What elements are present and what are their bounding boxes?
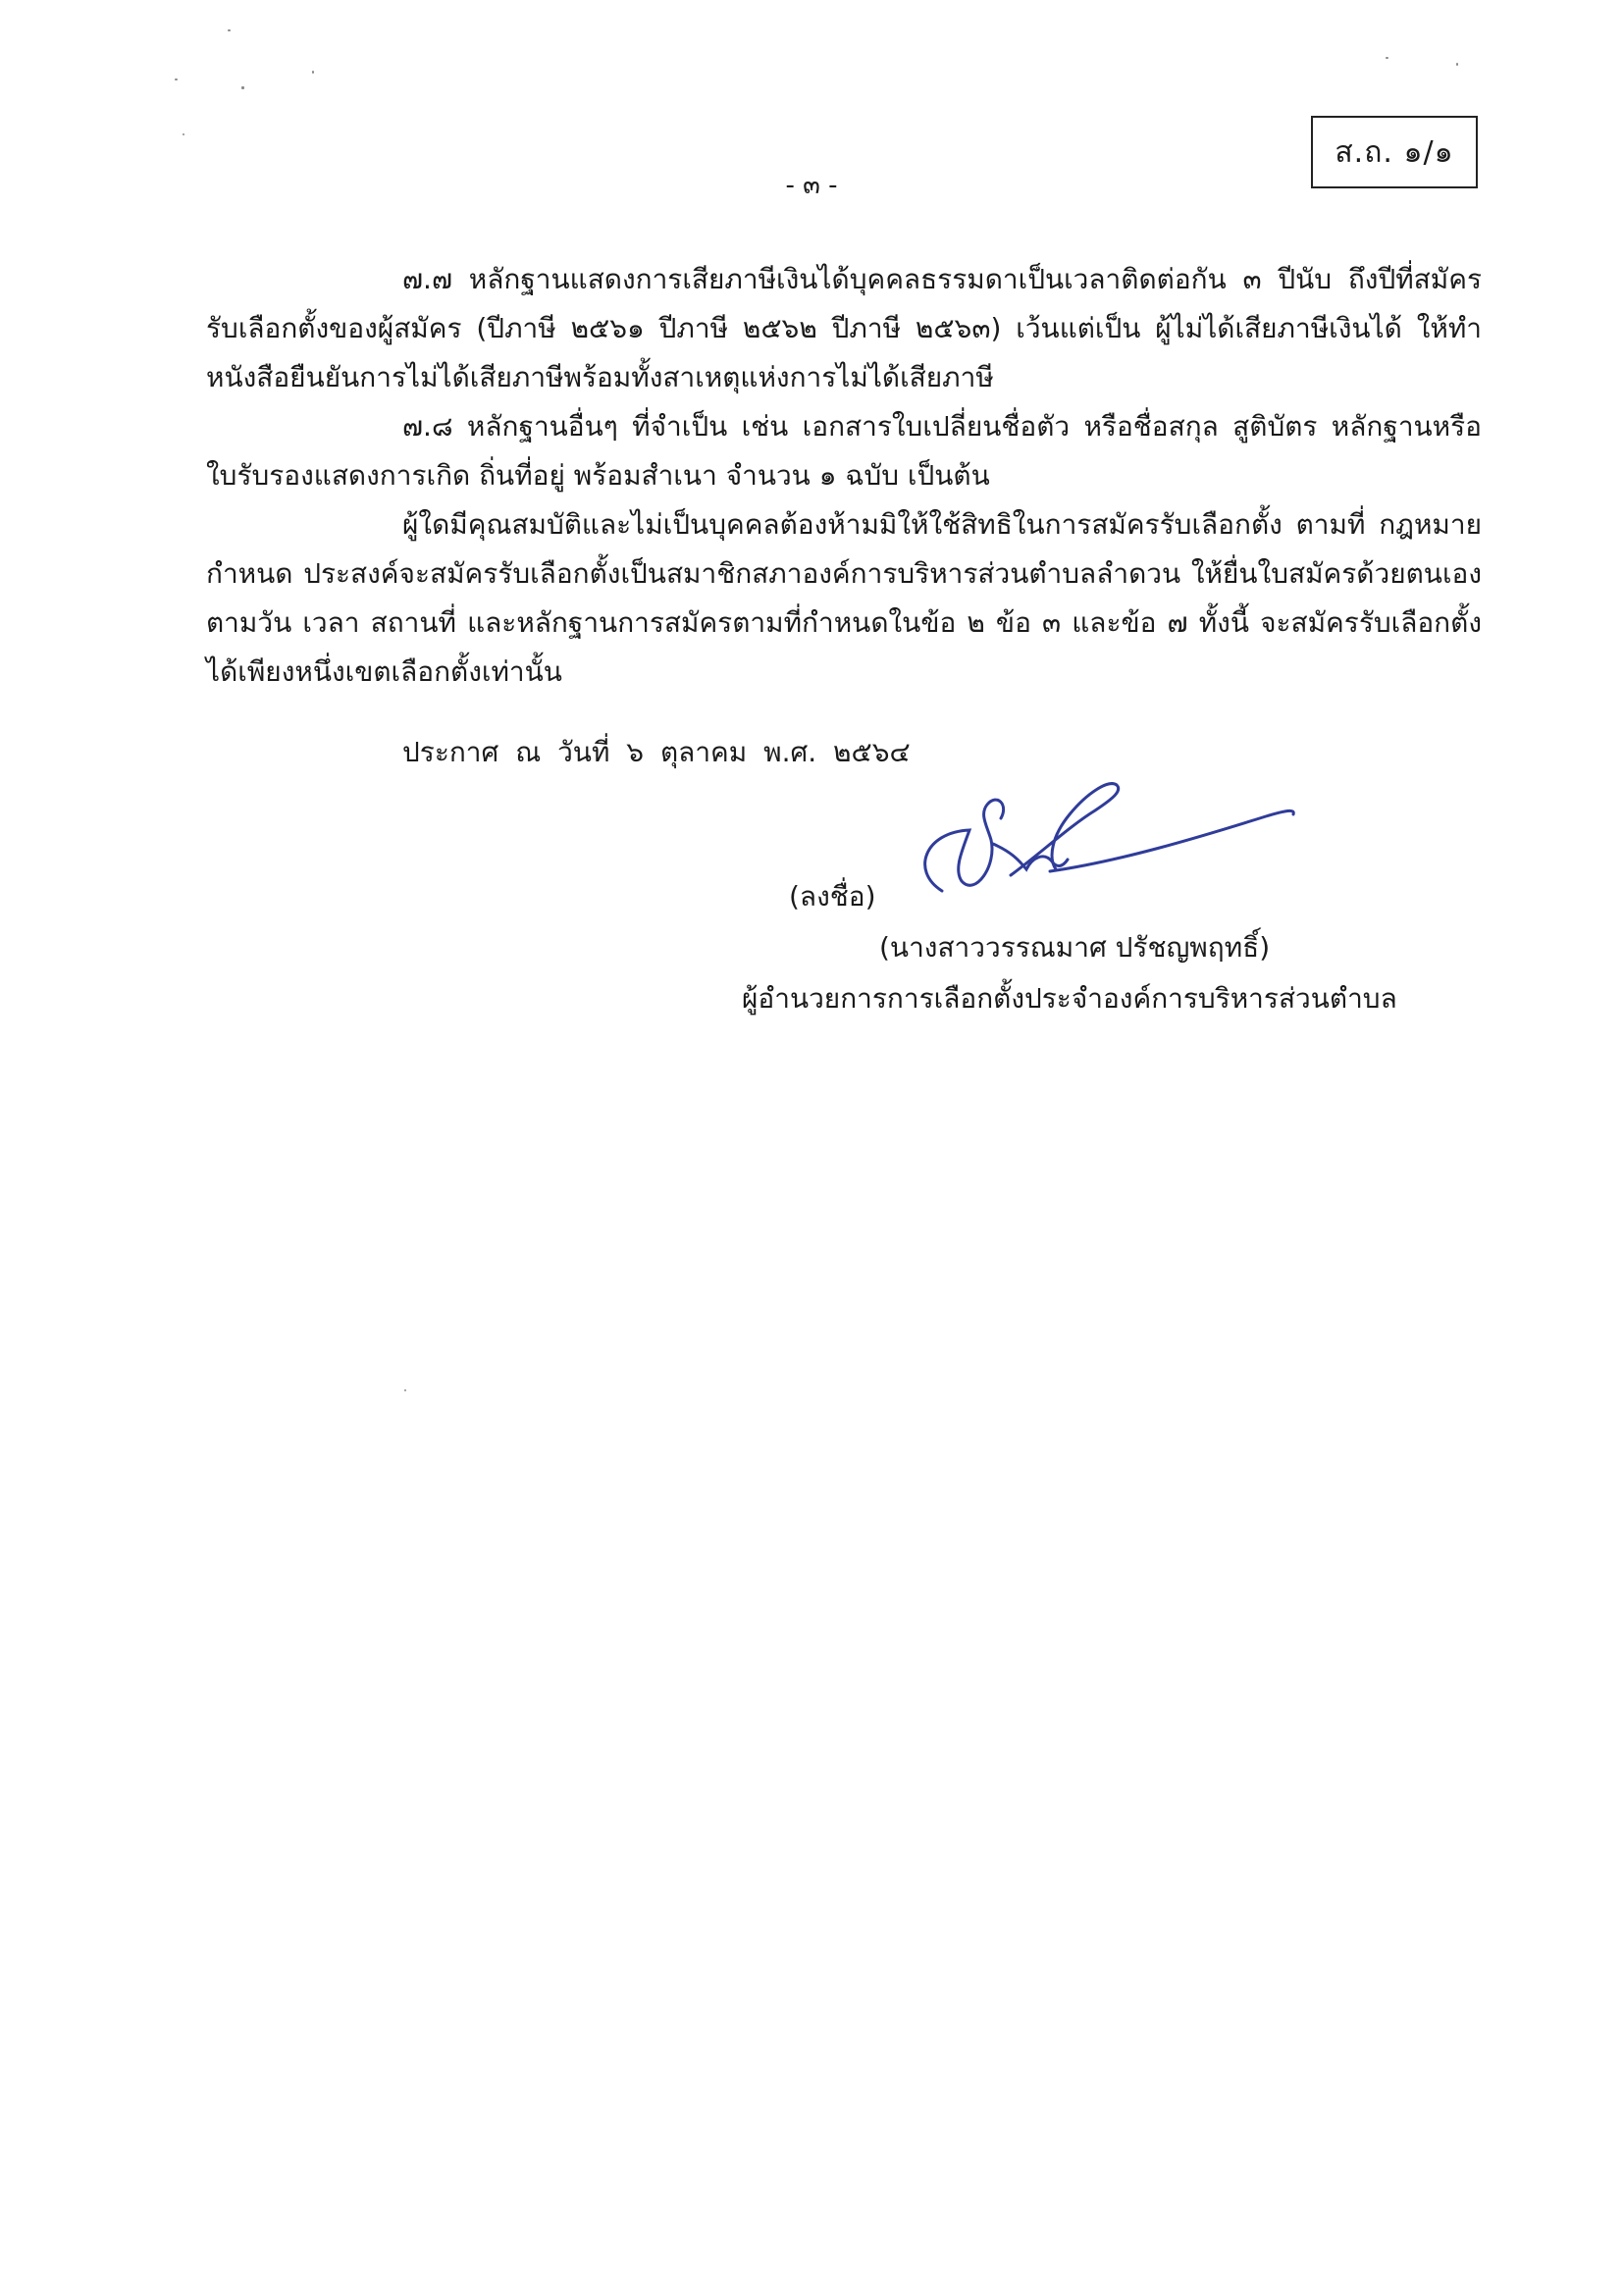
- scan-speck: [1456, 63, 1458, 66]
- paragraph-eligibility: ผู้ใดมีคุณสมบัติและไม่เป็นบุคคลต้องห้ามมิให้ใช้สิทธิในการสมัครรับเลือกตั้ง ตามที่ กฎหมายกำหนด ประสงค์จะสมัครรับเลือกตั้งเป็นสมาชิกสภาองค์การบริหารส่วนตำบลลำดวน ให้ยื่นใบสมัครด้วยตนเองตามวัน เวลา สถานที่ และหลักฐานการสมัครตามที่กำหนดในข้อ ๒ ข้อ ๓ และข้อ ๗ ทั้งนี้ จะสมัครรับเลือกตั้งได้เพียงหนึ่งเขตเลือกตั้งเท่านั้น: [206, 508, 1482, 688]
- scan-speck: [241, 86, 244, 89]
- handwritten-signature: [903, 775, 1315, 942]
- scan-speck: [175, 78, 178, 80]
- paragraph-7-8: ๗.๘ หลักฐานอื่นๆ ที่จำเป็น เช่น เอกสารใบเปลี่ยนชื่อตัว หรือชื่อสกุล สูติบัตร หลักฐานหรือใบรับรองแสดงการเกิด ถิ่นที่อยู่ พร้อมสำเนา จำนวน ๑ ฉบับ เป็นต้น: [206, 410, 1482, 492]
- scan-speck: [183, 133, 184, 135]
- form-code-text: ส.ถ. ๑/๑: [1335, 134, 1454, 170]
- paragraph-7-7: ๗.๗ หลักฐานแสดงการเสียภาษีเงินได้บุคคลธรรมดาเป็นเวลาติดต่อกัน ๓ ปีนับ ถึงปีที่สมัครรับเลือกตั้งของผู้สมัคร (ปีภาษี ๒๕๖๑ ปีภาษี ๒๕๖๒ ปีภาษี ๒๕๖๓) เว้นแต่เป็น ผู้ไม่ได้เสียภาษีเงินได้ ให้ทำหนังสือยืนยันการไม่ได้เสียภาษีพร้อมทั้งสาเหตุแห่งการไม่ได้เสียภาษี: [206, 263, 1482, 393]
- scan-speck: [1386, 57, 1388, 59]
- page-number: - ๓ -: [785, 171, 838, 200]
- body-text: [206, 255, 1482, 697]
- sign-label: (ลงชื่อ): [789, 880, 876, 913]
- signer-name: (นางสาววรรณมาศ ปรัชญพฤทธิ์): [879, 931, 1271, 964]
- signer-title: ผู้อำนวยการการเลือกตั้งประจำองค์การบริหารส่วนตำบล: [742, 982, 1397, 1015]
- scan-speck: [312, 71, 314, 74]
- scan-speck: [228, 29, 231, 31]
- announcement-date: ประกาศ ณ วันที่ ๖ ตุลาคม พ.ศ. ๒๕๖๔: [402, 736, 911, 768]
- scan-speck: [404, 1389, 406, 1391]
